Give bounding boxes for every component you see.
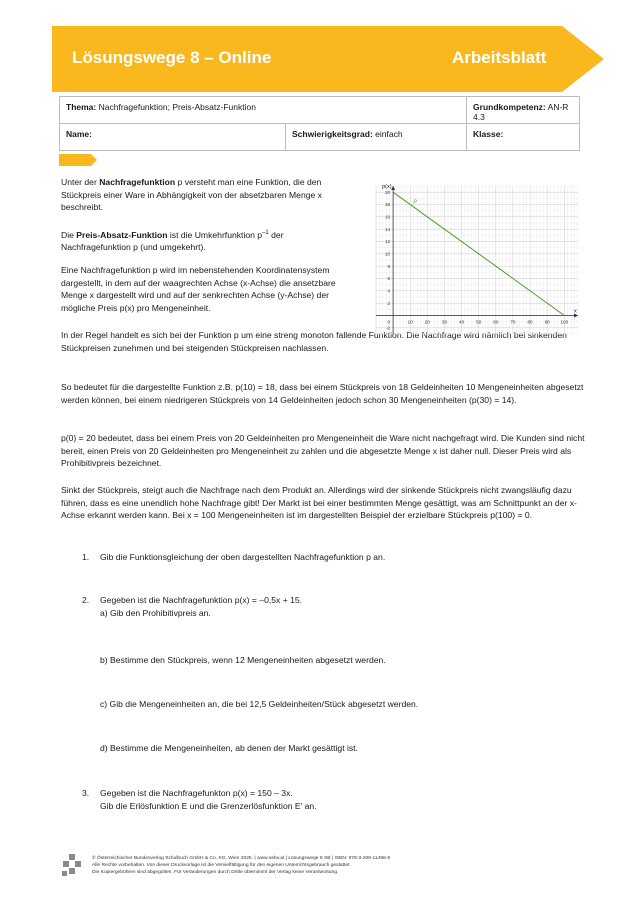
task-2b-text: b) Bestimme den Stückpreis, wenn 12 Mengeneinheiten abgesetzt werden. bbox=[100, 655, 386, 665]
grundkompetenz-cell bbox=[467, 97, 580, 124]
header-banner bbox=[52, 26, 604, 92]
header-title: Lösungswege 8 – Online bbox=[72, 48, 272, 67]
p2-text-d: der Nachfragefunktion p (und umgekehrt). bbox=[61, 229, 284, 253]
demand-function-chart bbox=[362, 178, 586, 340]
y-tick-label: 4 bbox=[387, 288, 391, 294]
footer-line-2: Alle Rechte vorbehalten. Von dieser Druckvorlage ist die Vervielfältigung für den eigenen Unterrichtsgebrauch gestattet. bbox=[92, 863, 351, 868]
task-2d-text: d) Bestimme die Mengeneinheiten, ab denen der Markt gesättigt ist. bbox=[100, 743, 358, 753]
sheet-label: Arbeitsblatt bbox=[452, 48, 547, 67]
x-axis-label: x bbox=[574, 308, 577, 315]
p1-text-c: p versteht man eine Funktion, die den Stückpreis einer Ware in Abhängigkeit von der absetzbaren Menge x beschreibt. bbox=[61, 177, 322, 213]
x-tick-label: 40 bbox=[459, 319, 465, 325]
p2-superscript: –1 bbox=[262, 230, 269, 236]
name-cell bbox=[60, 124, 286, 151]
footer bbox=[92, 855, 562, 876]
y-tick-label: -2 bbox=[386, 325, 391, 331]
p1-term: Nachfragefunktion bbox=[99, 177, 176, 187]
thema-value: Nachfragefunktion; Preis-Absatz-Funktion bbox=[98, 102, 256, 112]
thema-cell bbox=[60, 97, 467, 124]
klasse-cell bbox=[467, 124, 580, 151]
x-tick-label: 100 bbox=[560, 319, 569, 325]
task-2-text: Gegeben ist die Nachfragefunktion p(x) = –0,5x + 15. bbox=[100, 595, 303, 605]
y-tick-label: 14 bbox=[384, 226, 391, 232]
name-label: Name: bbox=[66, 129, 92, 139]
paragraph-1 bbox=[61, 176, 353, 214]
thema-label: Thema: bbox=[66, 102, 97, 112]
y-tick-label: 12 bbox=[384, 239, 391, 245]
y-axis-label: p(x) bbox=[382, 184, 392, 190]
schwierigkeit-cell bbox=[286, 124, 467, 151]
x-tick-label: 30 bbox=[441, 319, 448, 325]
y-tick-label: 6 bbox=[387, 276, 391, 282]
y-tick-label: 18 bbox=[384, 202, 391, 208]
p2-text-c: ist die Umkehrfunktion p bbox=[167, 229, 263, 240]
paragraph-7: Sinkt der Stückpreis, steigt auch die Nachfrage nach dem Produkt an. Allerdings wird der sinkende Stückpreis nicht zwangsläufig dazu führen, dass es eine unendlich hohe Nachfrage gibt! Der Markt ist bei einer bestimmten Menge gesättigt, was am Schnittpunkt an der x-Achse erkannt werden kann. Bei x = 100 Mengeneinheiten ist im dargestellten Beispiel der erzielbare Stückpreis p(100) = 0. bbox=[61, 485, 577, 521]
paragraph-6: p(0) = 20 bedeutet, dass bei einem Preis von 20 Geldeinheiten pro Mengeneinheit die Ware nicht nachgefragt wird. Die Kunden sind nicht bereit, einen Preis von 20 Geldeinheiten pro Mengeneinheit zu zahlen und die abgesetzte Menge x ist daher null. Dieser Preis wird als Prohibitivpreis bezeichnet. bbox=[61, 433, 585, 469]
meta-table bbox=[59, 96, 580, 151]
x-tick-label: 70 bbox=[510, 319, 516, 325]
y-axis-arrow bbox=[391, 186, 395, 190]
task-1-text: Gib die Funktionsgleichung der oben dargestellten Nachfragefunktion p an. bbox=[100, 552, 386, 562]
grundkompetenz-label: Grundkompetenz: bbox=[473, 102, 546, 112]
p1-text-a: Unter der bbox=[61, 177, 100, 187]
paragraph-4-text: In der Regel handelt es sich bei der Funktion p um eine streng monoton fallende Funktion. Die Nachfrage wird nämlich bei sinkenden Stückpreisen zunehmen und bei steigenden Stückpreisen nachlassen. bbox=[61, 330, 567, 353]
paragraph-3: Eine Nachfragefunktion p wird im nebenstehenden Koordinatensystem dargestellt, in dem auf der waagrechten Achse (x-Achse) die ansetzbare Menge x dargestellt wird und auf der senkrechten Achse (y-Achse) der mögliche Preis p(x) pro Mengeneinheit. bbox=[61, 265, 336, 313]
paragraph-2 bbox=[61, 227, 353, 254]
y-tick-label: 16 bbox=[384, 214, 391, 220]
task-1-number: 1. bbox=[82, 552, 90, 562]
footer-line-1: © Österreichischer Bundesverlag Schulbuch GmbH & Co. KG, Wien 2025. | www.oebv.at | Lösungswege 8 SB | ISBN: 978-3-209-11496-9 bbox=[92, 856, 391, 861]
y-tick-label: 20 bbox=[384, 189, 391, 195]
klasse-label: Klasse: bbox=[473, 129, 504, 139]
y-tick-label: 2 bbox=[387, 300, 391, 306]
footer-line-3: Die Kopiergebühren sind abgegolten. Für Veränderungen durch Dritte übernimmt der Verlag keine Verantwortung. bbox=[92, 870, 339, 875]
y-tick-label: 8 bbox=[387, 263, 391, 269]
x-tick-label: 20 bbox=[424, 319, 430, 325]
task-2a-text: a) Gib den Prohibitivpreis an. bbox=[100, 608, 211, 618]
p2-term: Preis-Absatz-Funktion bbox=[76, 229, 168, 240]
x-tick-label: 80 bbox=[527, 319, 533, 325]
grundkompetenz-value: AN-R 4.3 bbox=[473, 102, 569, 122]
paragraph-5: So bedeutet für die dargestellte Funktion z.B. p(10) = 18, dass bei einem Stückpreis von 18 Geldeinheiten 10 Mengeneinheiten abgesetzt werden können, bei einem niedrigeren Stückpreis von 14 Geldeinheiten jedoch schon 30 Mengeneinheiten (p(30) = 14). bbox=[61, 382, 584, 405]
schwierigkeit-label: Schwierigkeitsgrad: bbox=[292, 129, 373, 139]
task-2-number: 2. bbox=[82, 595, 90, 605]
x-tick-label: 60 bbox=[493, 319, 499, 325]
y-tick-label: 10 bbox=[384, 251, 391, 257]
x-tick-label: 50 bbox=[476, 319, 482, 325]
task-3-text-2: Gib die Erlösfunktion E und die Grenzerlösfunktion E′ an. bbox=[100, 801, 317, 811]
task-3-number: 3. bbox=[82, 788, 90, 798]
series-label-p: p bbox=[413, 198, 417, 205]
p2-text-a: Die bbox=[61, 229, 77, 240]
publisher-logo-icon bbox=[60, 852, 84, 878]
section-marker bbox=[59, 154, 99, 166]
task-3-text: Gegeben ist die Nachfragefunkton p(x) = 150 – 3x. bbox=[100, 788, 293, 798]
x-tick-label: 90 bbox=[544, 319, 550, 325]
schwierigkeit-value: einfach bbox=[375, 129, 403, 139]
x-tick-label: 10 bbox=[407, 319, 413, 325]
task-2c-text: c) Gib die Mengeneinheiten an, die bei 12,5 Geldeinheiten/Stück abgesetzt werden. bbox=[100, 699, 419, 709]
origin-label: 0 bbox=[387, 319, 391, 325]
